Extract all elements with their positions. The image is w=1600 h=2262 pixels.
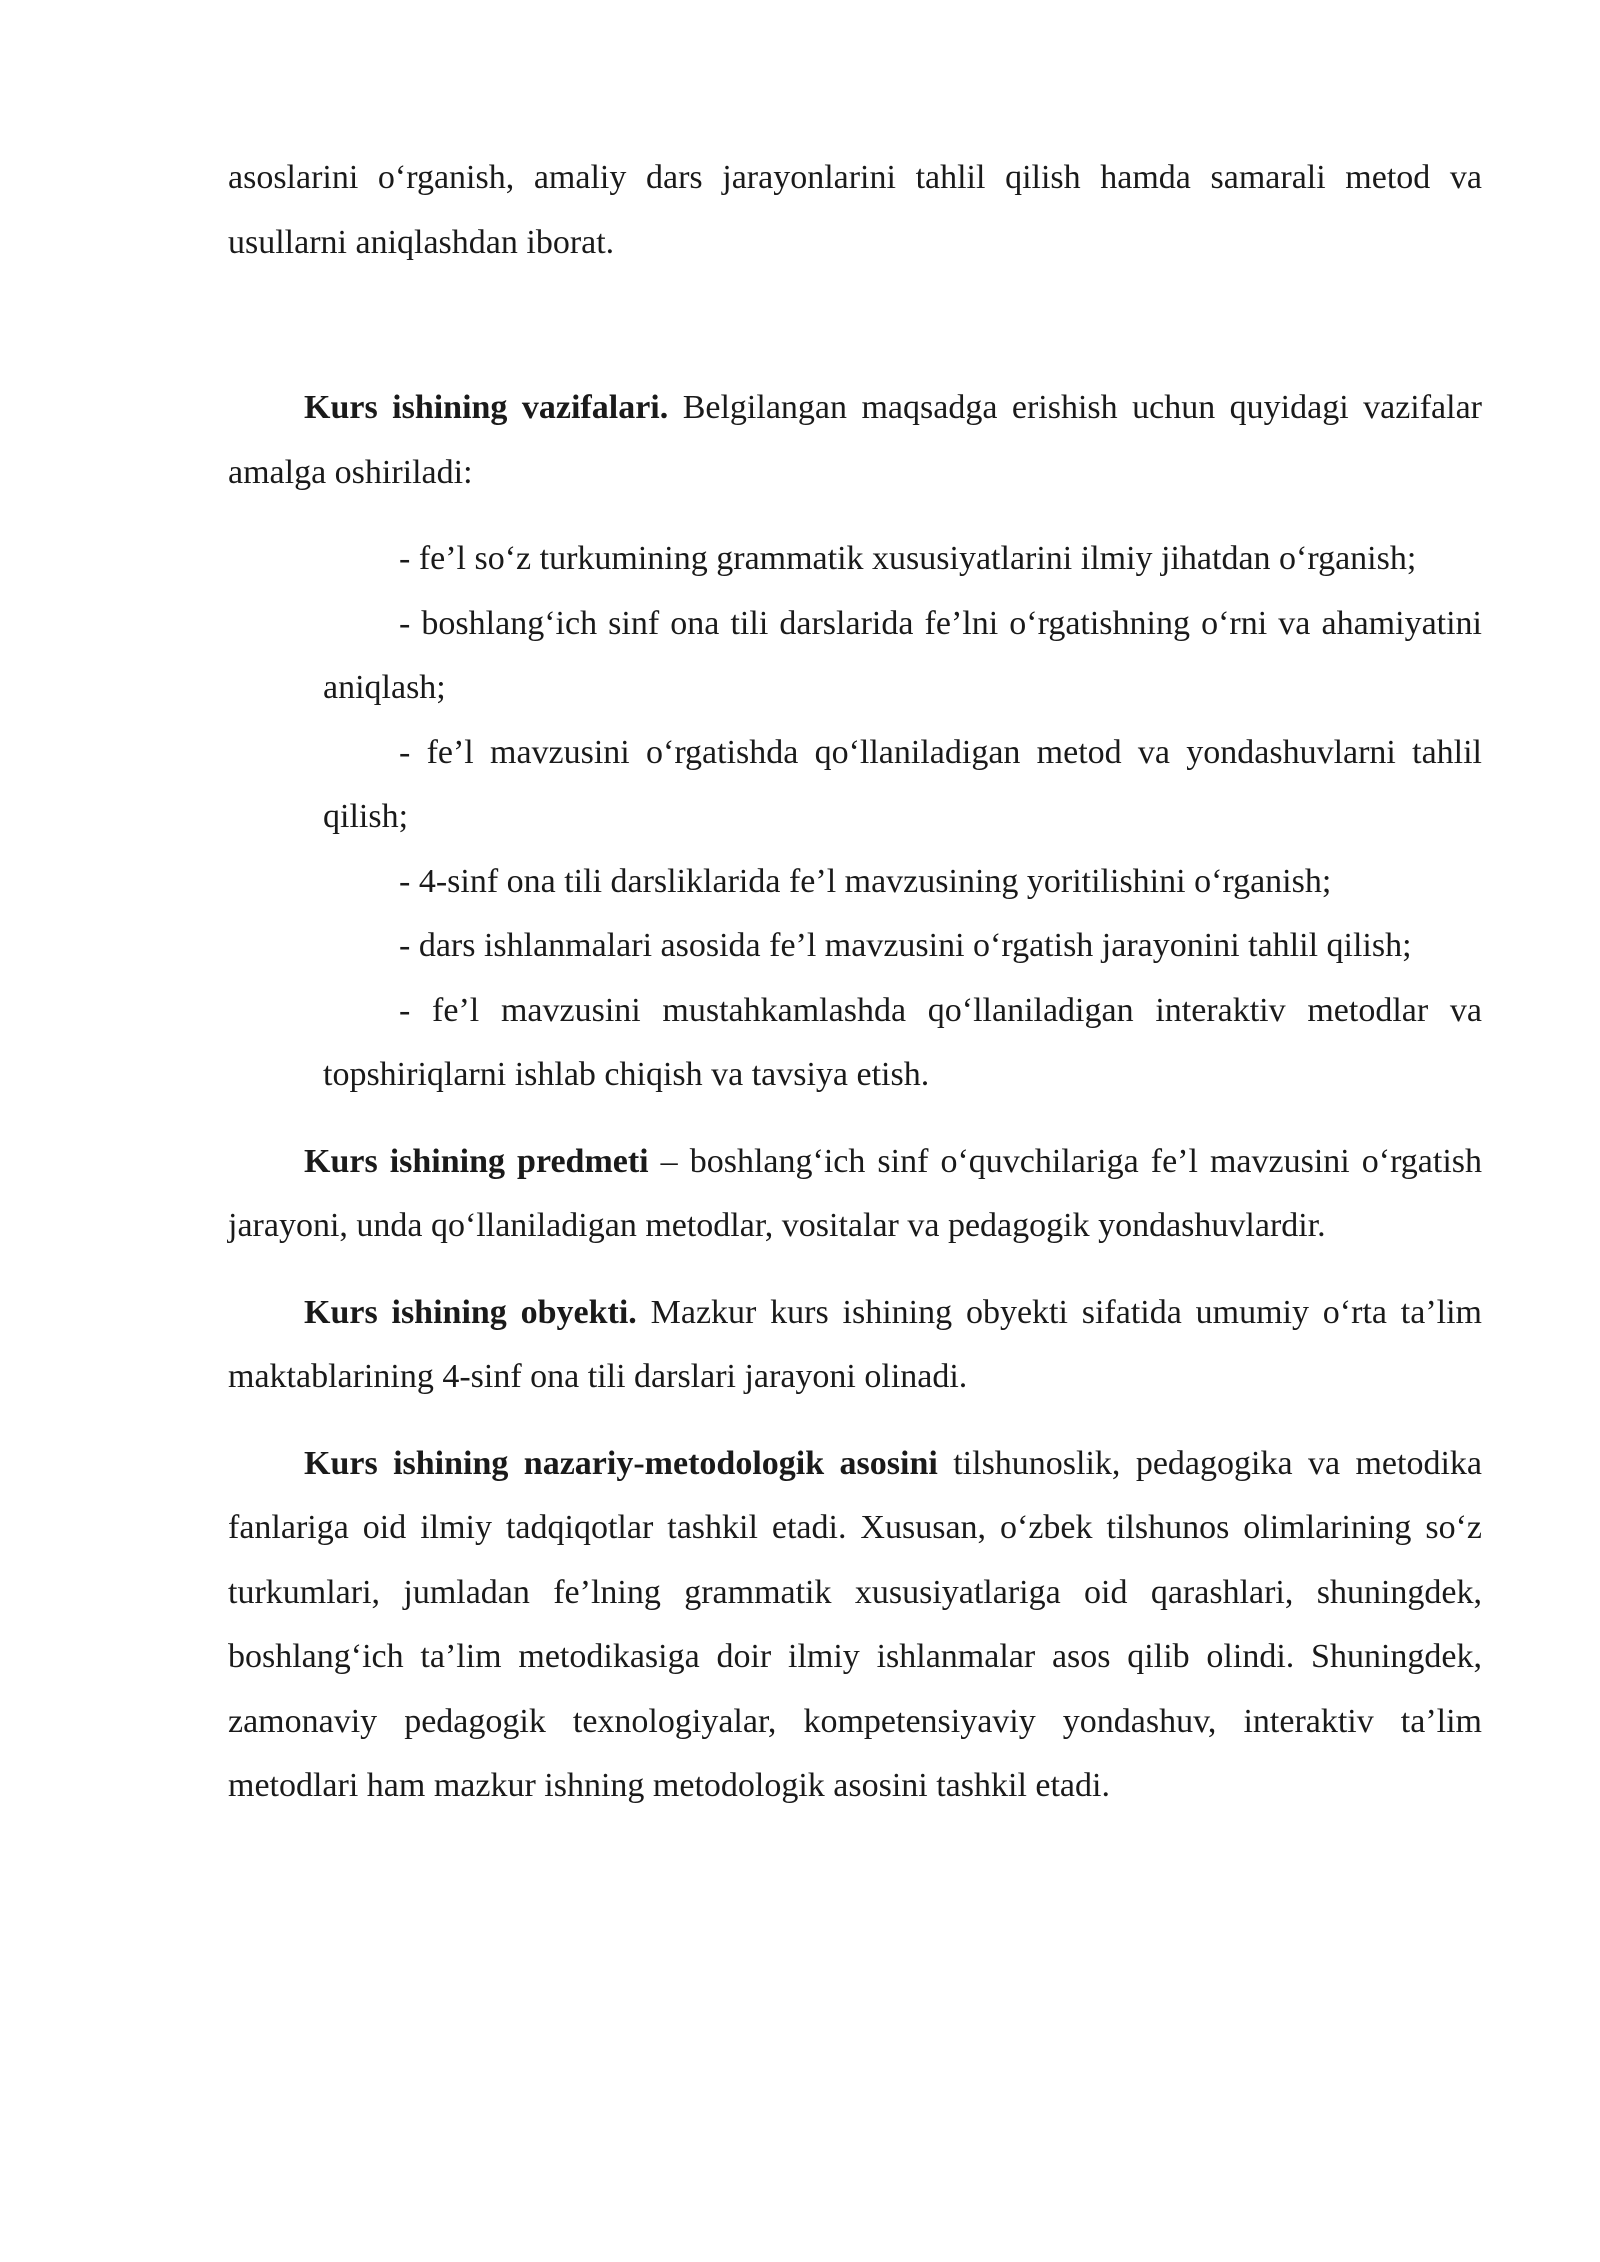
task-item: - fe’l so‘z turkumining grammatik xususiyatlarini ilmiy jihatdan o‘rganish; bbox=[399, 540, 1417, 577]
subject-heading: Kurs ishining predmeti bbox=[304, 1142, 649, 1180]
tasks-list bbox=[228, 527, 1482, 1108]
task-item: - fe’l mavzusini o‘rgatishda qo‘llaniladigan metod va yondashuvlarni tahlil qilish; bbox=[323, 733, 1482, 835]
object-text: Mazkur kurs ishining obyekti sifatida umumiy o‘rta ta’lim maktablarining 4-sinf ona tili darslari jarayoni olinadi. bbox=[228, 1293, 1482, 1395]
document-page bbox=[228, 146, 1482, 1819]
task-item: - boshlang‘ich sinf ona tili darslarida fe’lni o‘rgatishning o‘rni va ahamiyatini aniqlash; bbox=[323, 604, 1482, 706]
subject-text: – boshlang‘ich sinf o‘quvchilariga fe’l mavzusini o‘rgatish jarayoni, unda qo‘llaniladigan metodlar, vositalar va pedagogik yondashuvlardir. bbox=[228, 1142, 1483, 1244]
tasks-heading: Kurs ishining vazifalari. bbox=[304, 389, 669, 426]
tasks-text: Belgilangan maqsadga erishish uchun quyidagi vazifalar amalga oshiriladi: bbox=[228, 389, 1482, 491]
subject-paragraph bbox=[228, 1130, 1482, 1259]
object-paragraph bbox=[228, 1281, 1482, 1410]
task-item: - 4-sinf ona tili darsliklarida fe’l mavzusining yoritilishini o‘rganish; bbox=[399, 862, 1332, 900]
task-item: - fe’l mavzusini mustahkamlashda qo‘llaniladigan interaktiv metodlar va topshiriqlarni ishlab chiqish va tavsiya etish. bbox=[323, 991, 1482, 1093]
task-item: - dars ishlanmalari asosida fe’l mavzusini o‘rgatish jarayonini tahlil qilish; bbox=[399, 927, 1412, 964]
tasks-paragraph bbox=[228, 376, 1482, 505]
basis-paragraph bbox=[228, 1432, 1482, 1819]
intro-continuation-paragraph: asoslarini o‘rganish, amaliy dars jarayonlarini tahlil qilish hamda samarali metod va usullarni aniqlashdan iborat. bbox=[228, 159, 1482, 261]
object-heading: Kurs ishining obyekti. bbox=[304, 1293, 637, 1331]
basis-text: tilshunoslik, pedagogika va metodika fanlariga oid ilmiy tadqiqotlar tashkil etadi. Xususan, o‘zbek tilshunos olimlarining so‘z turkumlari, jumladan fe’lning grammatik xususiyatlariga oid qarashlari, shuningdek, boshlang‘ich ta’lim metodikasiga doir ilmiy ishlanmalar asos qilib olindi. Shuningdek, zamonaviy pedagogik texnologiyalar, kompetensiyaviy yondashuv, interaktiv ta’lim metodlari ham mazkur ishning metodologik asosini tashkil etadi. bbox=[228, 1444, 1483, 1804]
basis-heading: Kurs ishining nazariy-metodologik asosini bbox=[304, 1444, 938, 1482]
